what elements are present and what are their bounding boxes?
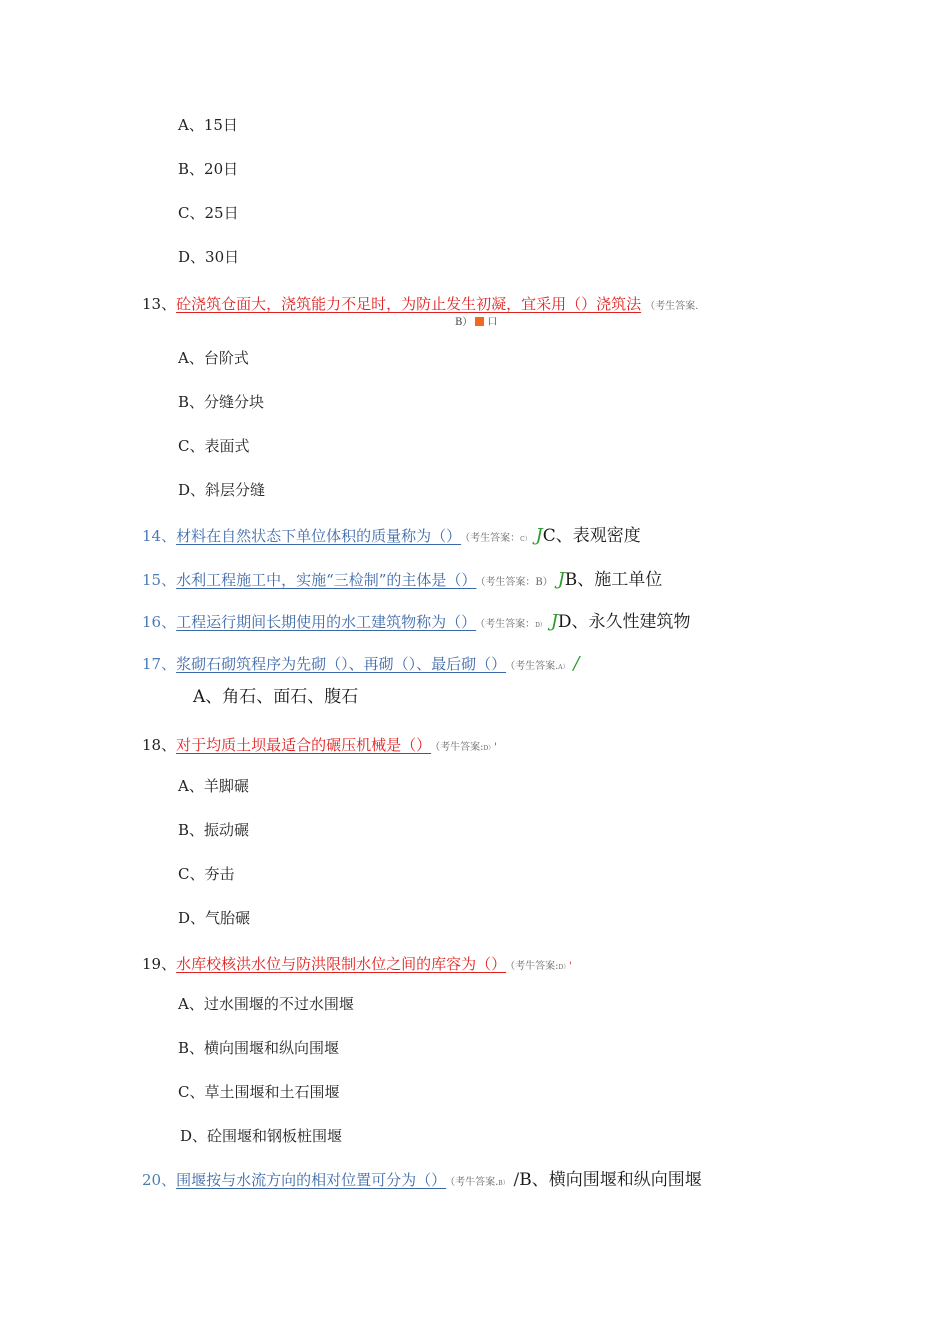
answer-hint: （考生答案：B） [480,577,553,588]
answer-text: B、横向围堰和纵向围堰 [519,1170,702,1190]
question-18 [142,738,497,753]
question-number: 14、 [142,527,177,545]
box-glyph: 口 [487,317,498,328]
question-15 [142,571,662,589]
question-16 [142,613,691,631]
q13-option-a: A、台阶式 [178,349,249,367]
answer-hint: （考生答案. [645,301,699,312]
q18-option-b: B、振动碾 [178,821,250,839]
q19-option-c: C、草土围堰和土石围堰 [178,1083,340,1101]
question-text: 工程运行期间长期使用的水工建筑物称为（） [176,613,477,631]
question-text: 材料在自然状态下单位体积的质量称为（） [176,527,462,545]
answer-text: C、表观密度 [542,526,641,546]
question-number: 13、 [142,295,177,313]
answer-text: B、施工单位 [564,570,663,590]
question-text: 水利工程施工中，实施“三检制”的主体是（） [176,571,477,589]
check-mark-icon: / [573,653,580,674]
q12-option-d: D、30日 [178,248,240,266]
question-number: 17、 [142,655,177,673]
q12-option-a: A、15日 [178,116,238,134]
q13-option-c: C、表面式 [178,437,250,455]
question-number: 18、 [142,736,177,754]
check-mark-icon: J [535,525,543,546]
answer-hint-sub: D） [535,622,546,629]
answer-hint: （考牛答案: [510,961,559,972]
question-text: 围堰按与水流方向的相对位置可分为（） [176,1171,447,1189]
question-text: 水库校核洪水位与防洪限制水位之间的库容为（） [176,955,507,973]
check-mark-icon: J [550,611,558,632]
tick-mark: ' [494,742,498,753]
answer-text: D、永久性建筑物 [557,612,691,632]
q18-option-c: C、夯击 [178,865,235,883]
q13-option-d: D、斜层分缝 [178,481,266,499]
answer-hint-sub: A） [558,664,569,671]
tick-mark: ' [569,961,573,972]
question-text: 浆砌石砌筑程序为先砌（）、再砌（）、最后砌（） [176,655,507,673]
question-number: 19、 [142,955,177,973]
question-text: 对于均质土坝最适合的碾压机械是（） [176,736,432,754]
q13-option-b: B、分缝分块 [178,393,265,411]
question-17-answer: A、角石、面石、腹石 [193,687,359,707]
question-number: 15、 [142,571,177,589]
answer-hint-sub: C） [520,536,531,543]
orange-square-icon [475,317,484,326]
question-17 [142,655,580,673]
q12-option-c: C、25日 [178,204,239,222]
question-number: 16、 [142,613,177,631]
q19-option-d: D、砼围堰和钢板桩围堰 [180,1127,343,1145]
q12-option-b: B、20日 [178,160,239,178]
answer-hint-sub: D） [483,745,495,752]
answer-hint-sub: B） [498,1180,509,1187]
q19-option-b: B、横向围堰和纵向围堰 [178,1039,340,1057]
answer-hint: （考牛答案. [450,1177,499,1188]
question-19 [142,957,572,972]
q19-option-a: A、过水围堰的不过水围堰 [178,995,354,1013]
answer-hint: （考生答案： [480,619,536,630]
answer-hint: （考牛答案: [435,742,484,753]
question-number: 20、 [142,1171,177,1189]
slash-mark-icon: / [513,1170,520,1190]
question-14 [142,527,641,545]
q18-option-d: D、气胎碾 [178,909,251,927]
answer-hint-sub: D） [558,964,570,971]
answer-hint: （考生答案. [510,661,559,672]
question-text: 砼浇筑仓面大，浇筑能力不足时，为防止发生初凝，宜采用（）浇筑法 [176,295,642,313]
check-mark-icon: J [557,569,565,590]
question-13 [142,297,698,312]
question-20 [142,1172,702,1189]
answer-hint-cont: B） [455,317,473,328]
question-13-hint-line2 [455,317,497,328]
answer-hint: （考生答案： [465,533,521,544]
q18-option-a: A、羊脚碾 [178,777,249,795]
